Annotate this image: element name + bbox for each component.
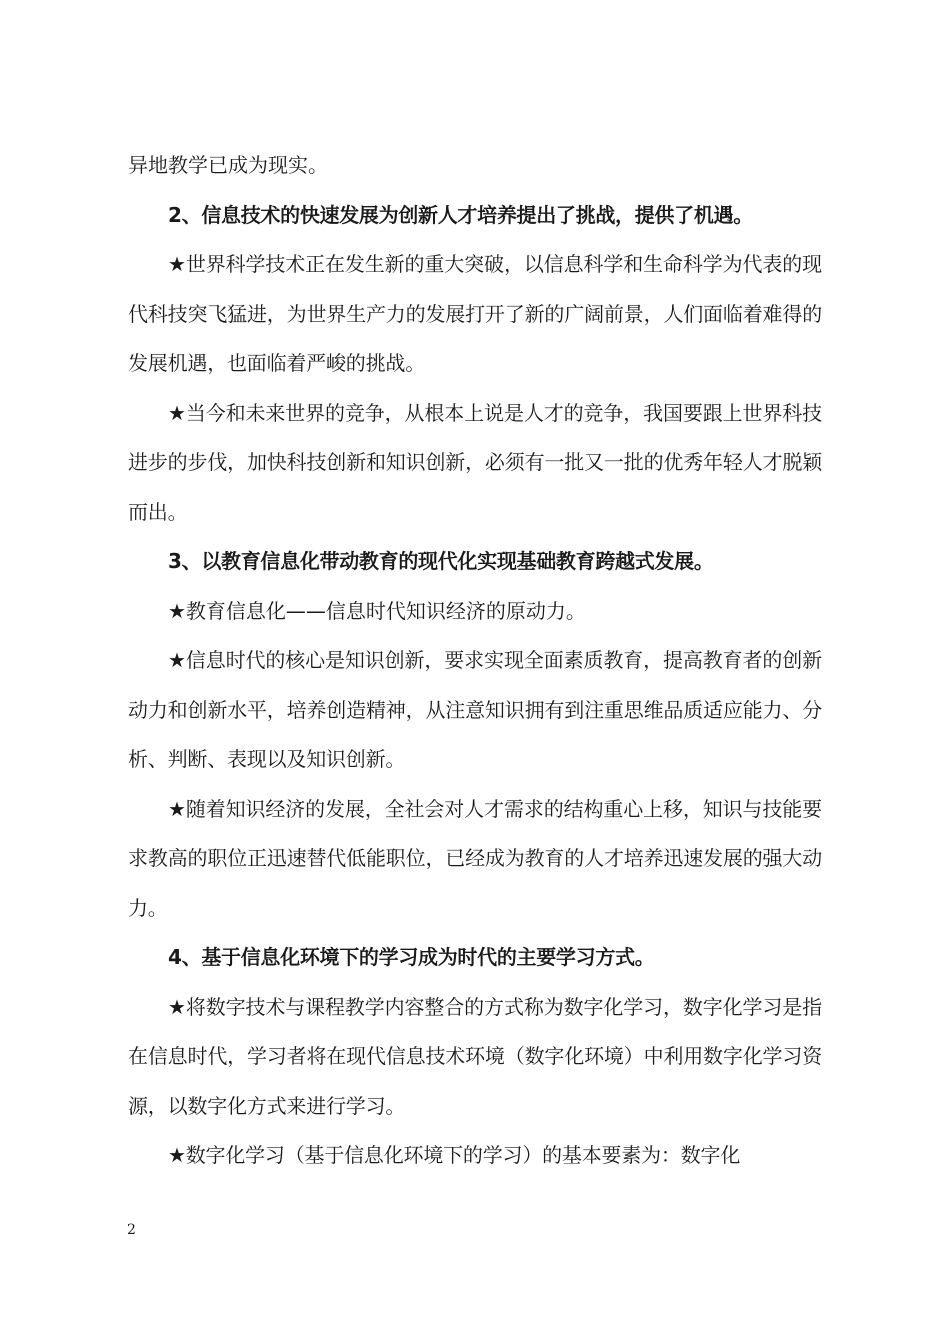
section-heading-2: 2、信息技术的快速发展为创新人才培养提出了挑战，提供了机遇。 — [168, 202, 753, 227]
bullet-paragraph: ★世界科学技术正在发生新的重大突破，以信息科学和生命科学为代表的现代科技突飞猛进，为世界生产力的发展打开了新的广阔前景，人们面临着难得的发展机遇，也面临着严峻的挑战。 — [128, 252, 822, 375]
document-body — [128, 141, 822, 1181]
paragraph-continuation: 异地教学已成为现实。 — [128, 153, 328, 177]
bullet-paragraph: ★教育信息化——信息时代知识经济的原动力。 — [168, 598, 586, 623]
bullet-paragraph: ★当今和未来世界的竞争，从根本上说是人才的竞争，我国要跟上世界科技进步的步伐，加快科技创新和知识创新，必须有一批又一批的优秀年轻人才脱颖而出。 — [128, 400, 822, 524]
section-heading-4: 4、基于信息化环境下的学习成为时代的主要学习方式。 — [168, 945, 655, 969]
page-number: 2 — [127, 1222, 136, 1238]
section-heading-3: 3、以教育信息化带动教育的现代化实现基础教育跨越式发展。 — [168, 549, 714, 573]
bullet-paragraph: ★将数字技术与课程教学内容整合的方式称为数字化学习，数字化学习是指在信息时代，学习者将在现代信息技术环境（数字化环境）中利用数字化学习资源，以数字化方式来进行学习。 — [128, 994, 822, 1118]
bullet-paragraph: ★信息时代的核心是知识创新，要求实现全面素质教育，提高教育者的创新动力和创新水平，培养创造精神，从注意知识拥有到注重思维品质适应能力、分析、判断、表现以及知识创新。 — [128, 648, 822, 771]
bullet-paragraph: ★数字化学习（基于信息化环境下的学习）的基本要素为：数字化 — [168, 1143, 741, 1167]
bullet-paragraph: ★随着知识经济的发展，全社会对人才需求的结构重心上移，知识与技能要求教高的职位正迅速替代低能职位，已经成为教育的人才培养迅速发展的强大动力。 — [128, 796, 822, 920]
